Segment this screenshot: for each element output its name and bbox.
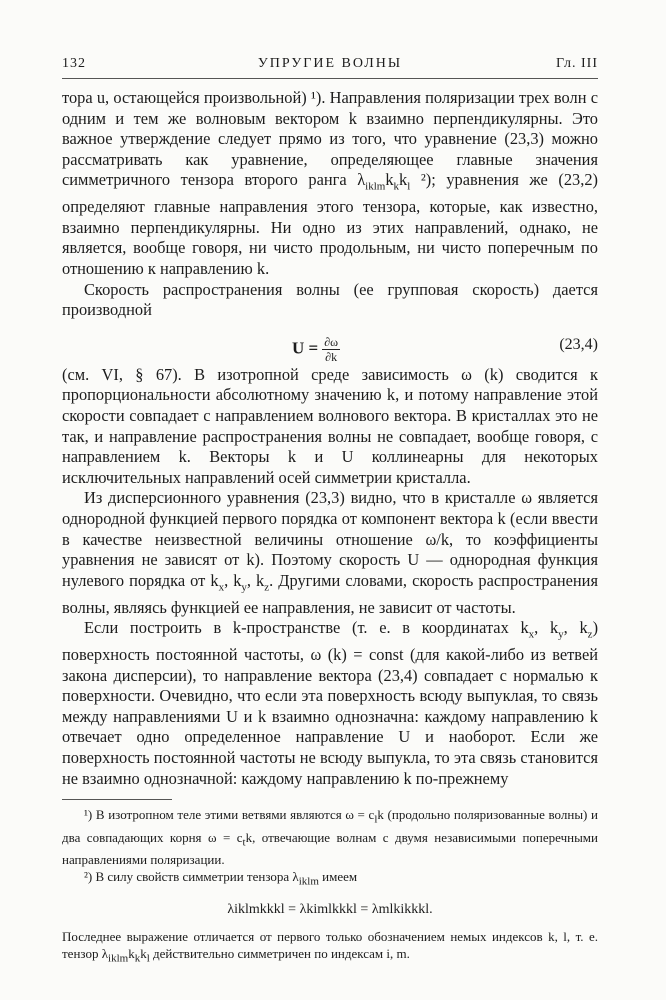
footnote-1: ¹) В изотропном теле этими ветвями являются $\omega = c_lk$ (продольно поляризованные волны) и два совпадающих корня $\omega = c_tk$, отвечающие волнам с двумя независимыми поперечными направлениями поляризации. — [62, 807, 599, 868]
paragraph-1: тора u, остающейся произвольной) ¹). Направления поляризации трех волн с одним и тем же волновым вектором k взаимно перпендикулярны. Это важное утверждение следует прямо из того, что уравнение (23,3) можно рассматривать как уравнение, определяющее главные значения симметричного тензора второго ранга $\lambda_{iklm}k_kk_l$ ²); уравнения же (23,2) определяют главные направления этого тензора, которые, как известно, взаимно перпендикулярны. Ни одно из этих направлений, однако, не является, вообще говоря, ни чисто продольным, ни чисто поперечным по отношению к направлению k. — [62, 88, 598, 279]
footnote-2-continued: Последнее выражение отличается от первого только обозначением немых индексов k, l, т. е. тензор $\lambda_{iklm}k_kk_l$ действительно симметричен по индексам i, m. — [62, 928, 598, 965]
paragraph-5: Если построить в k-пространстве (т. е. в координатах $k_x$, $k_y$, $k_z$) поверхность постоянной частоты, ω (k) = const (для какой-либо из ветвей закона дисперсии), то направление вектора (23,4) совпадает с нормалью к поверхности. Очевидно, что если эта поверхность всюду выпуклая, то связь между направлениями U и k взаимно однозначна: каждому направлению k отвечает одно определенное направление U и наоборот. Если же поверхность постоянной частоты не всюду выпукла, то эта связь становится не взаимно однозначной: каждому направлению k по-прежнему — [62, 618, 599, 788]
paragraph-3: (см. VI, § 67). В изотропной среде зависимость ω (k) сводится к пропорциональности абсолютному значению k, и потому направление этой скорости совпадает с направлением волнового вектора. В кристаллах это не так, и направление распространения волны не совпадает, вообще говоря, с направлением k. Векторы k и U коллинеарны для некоторых исключительных направлений осей симметрии кристалла. — [62, 364, 598, 487]
chapter-label: Гл. III — [555, 56, 598, 71]
equation-23-4: U = $\frac{\partial\omega}{\partial k}$ (23,4) — [292, 334, 598, 364]
footnotes — [62, 806, 598, 967]
footnote-equation: λiklmkkkl = λkimlkkkl = λmlkikkkl. — [227, 901, 433, 917]
header-rule — [62, 78, 598, 79]
footnote-rule — [62, 799, 172, 800]
paragraph-4: Из дисперсионного уравнения (23,3) видно, что в кристалле ω является однородной функцией первого порядка от компонент вектора k (если ввести в качестве неизвестной величины отношение ω/k, то коэффициенты уравнения не зависят от k). Поэтому скорость U — однородная функция нулевого порядка от $k_x$, $k_y$, $k_z$. Другими словами, скорость распространения волны, являясь функцией ее направления, не зависит от частоты. — [62, 488, 598, 617]
running-title: УПРУГИЕ ВОЛНЫ — [257, 56, 403, 71]
page-number: 132 — [62, 56, 86, 71]
footnote-2: ²) В силу свойств симметрии тензора $\lambda_{iklm}$ имеем — [84, 869, 358, 888]
equation-number: (23,4) — [559, 335, 598, 353]
page-header — [62, 56, 598, 78]
paragraph-2: Скорость распространения волны (ее групповая скорость) дается производной — [62, 279, 598, 320]
main-text — [62, 88, 598, 789]
